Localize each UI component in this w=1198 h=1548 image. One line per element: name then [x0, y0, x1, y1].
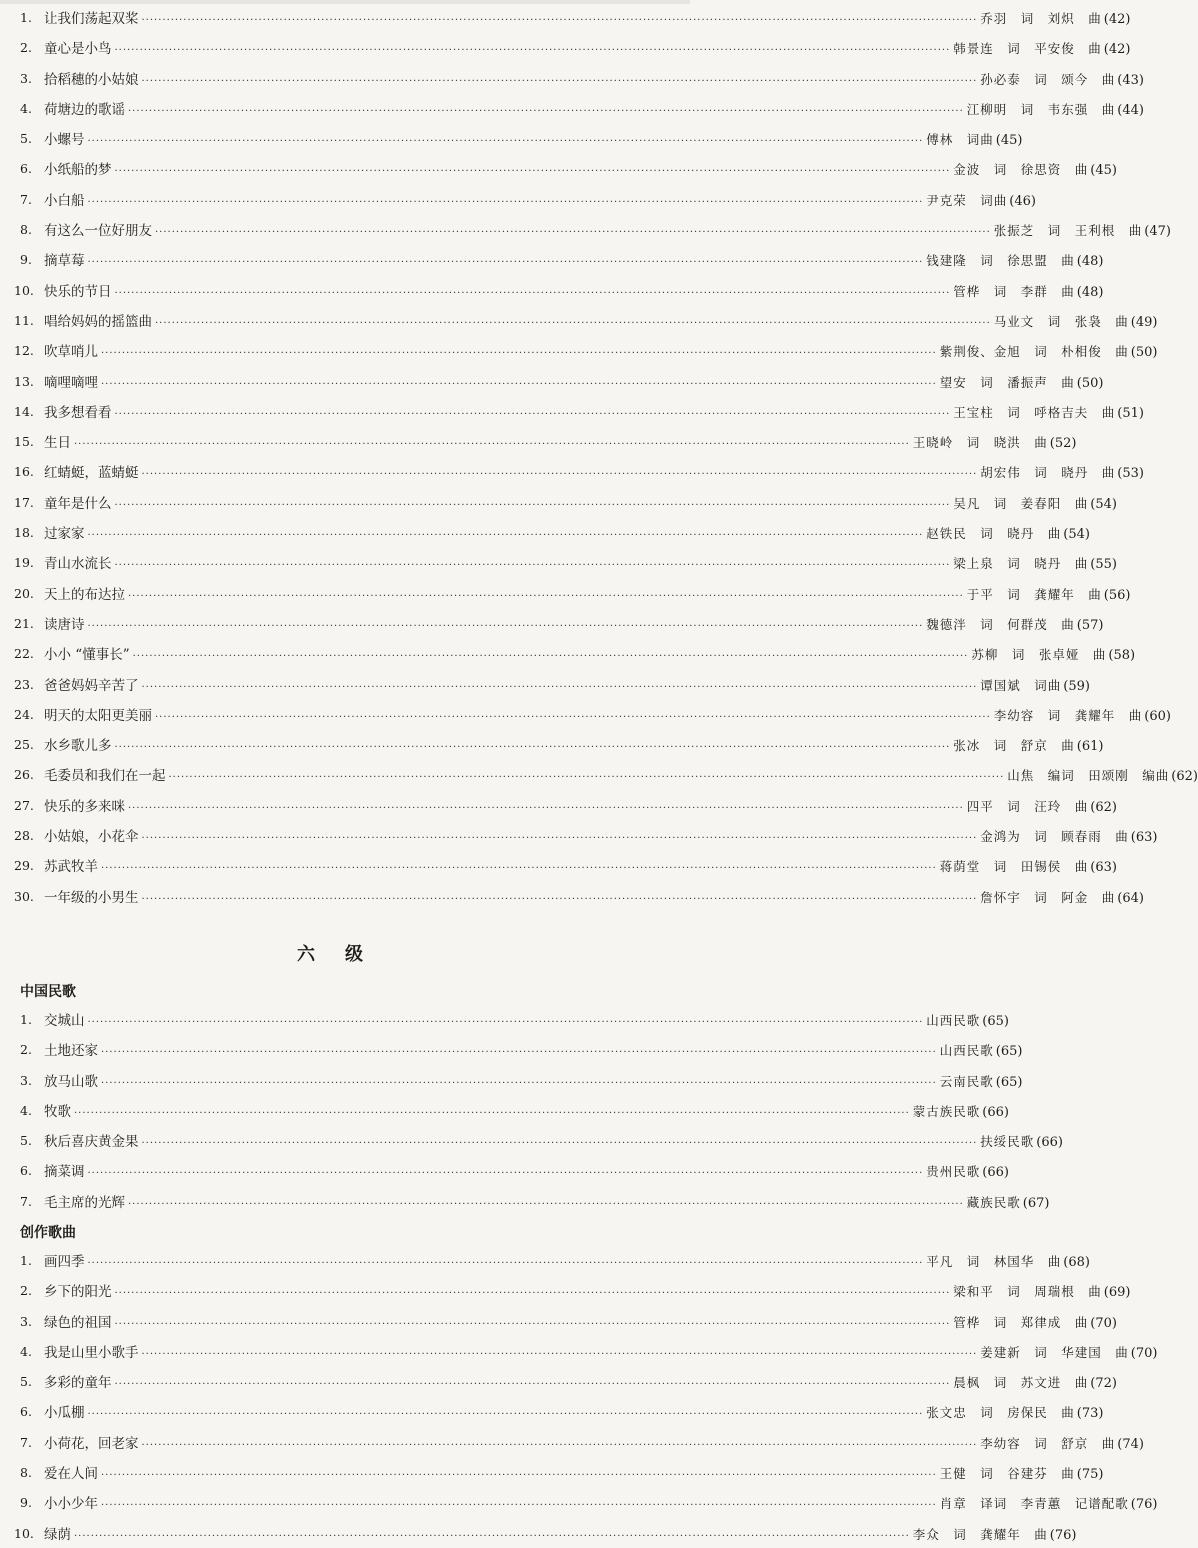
leader-dots: ········································································································································································································ [74, 439, 910, 451]
entry-title: 水乡歌儿多 [44, 738, 112, 755]
entry-number: 4. [20, 100, 32, 116]
entry-title: 过家家 [44, 526, 85, 543]
entry-number: 29. [14, 858, 34, 874]
entry-page-number: (67) [1022, 1195, 1050, 1211]
entry-number: 2. [20, 1042, 32, 1058]
entry-credit: 张冰 词 舒京 曲 [953, 738, 1075, 754]
entry-credit: 梁和平 词 周瑞根 曲 [953, 1284, 1102, 1300]
entry-title: 绿色的祖国 [44, 1314, 112, 1331]
entry-credit: 张振芝 词 王利根 曲 [993, 223, 1143, 239]
entry-credit: 苏柳 词 张卓娅 曲 [971, 647, 1107, 663]
toc-entry [0, 487, 1117, 517]
entry-title: 小瓜棚 [44, 1405, 85, 1422]
entry-page-number: (64) [1117, 890, 1144, 906]
toc-entry [0, 1186, 1050, 1216]
entry-page-number: (62) [1090, 799, 1117, 815]
entry-number: 21. [14, 615, 34, 631]
entry-title: 爸爸妈妈辛苦了 [44, 677, 139, 694]
entry-number: 25. [14, 737, 34, 753]
entry-credit: 山西民歌 [939, 1043, 994, 1059]
leader-dots: ········································································································································································································ [114, 1288, 951, 1300]
entry-page-number: (61) [1076, 739, 1104, 755]
entry-number: 14. [14, 403, 34, 419]
leader-dots: ········································································································································································································ [141, 833, 978, 845]
toc-entry [0, 184, 1036, 214]
entry-title: 荷塘边的歌谣 [44, 101, 125, 118]
toc-entry [0, 366, 1104, 396]
leader-dots: ········································································································································································································ [74, 1530, 910, 1542]
entry-title: 小小 “懂事长” [44, 647, 130, 664]
leader-dots: ········································································································································································································ [101, 378, 937, 390]
entry-credit: 马业文 词 张袅 曲 [993, 313, 1129, 329]
toc-list-composed-songs [0, 1245, 1158, 1548]
entry-page-number: (74) [1117, 1436, 1144, 1452]
entry-number: 9. [20, 1495, 32, 1511]
toc-entry [0, 244, 1104, 274]
entry-page-number: (75) [1076, 1467, 1104, 1483]
leader-dots: ········································································································································································································ [168, 772, 1005, 784]
entry-page-number: (76) [1049, 1527, 1077, 1543]
toc-entry [0, 759, 1198, 789]
entry-number: 12. [14, 343, 34, 359]
entry-page-number: (42) [1103, 42, 1131, 58]
leader-dots: ········································································································································································································ [155, 227, 991, 239]
entry-credit: 赵铁民 词 晓丹 曲 [926, 526, 1062, 542]
entry-title: 交城山 [44, 1013, 85, 1029]
leader-dots: ········································································································································································································ [87, 1258, 924, 1269]
leader-dots: ········································································································································································································ [141, 15, 978, 26]
entry-page-number: (50) [1130, 345, 1158, 361]
entry-title: 土地还家 [44, 1043, 98, 1060]
entry-number: 1. [20, 1012, 32, 1027]
entry-page-number: (47) [1144, 224, 1171, 240]
entry-title: 明天的太阳更美丽 [44, 707, 152, 724]
entry-credit: 王宝柱 词 呼格吉夫 曲 [953, 404, 1116, 420]
toc-entry [0, 881, 1144, 911]
entry-number: 2. [20, 40, 32, 56]
entry-title: 小螺号 [44, 132, 85, 149]
entry-number: 13. [14, 373, 34, 389]
toc-entry [0, 456, 1144, 486]
entry-title: 红蜻蜓，蓝蜻蜓 [44, 465, 139, 482]
toc-entry [0, 608, 1104, 638]
toc-entry [0, 1034, 1023, 1064]
entry-page-number: (65) [982, 1014, 1009, 1029]
toc-entry [0, 214, 1171, 244]
entry-number: 10. [14, 282, 34, 298]
toc-entry [0, 1065, 1023, 1095]
entry-page-number: (72) [1090, 1376, 1117, 1392]
leader-dots: ········································································································································································································ [114, 287, 951, 299]
leader-dots: ········································································································································································································ [141, 469, 978, 481]
entry-number: 5. [20, 1374, 32, 1390]
entry-number: 16. [14, 464, 34, 480]
leader-dots: ········································································································································································································ [114, 560, 951, 572]
entry-page-number: (65) [995, 1074, 1023, 1090]
leader-dots: ········································································································································································································ [87, 196, 924, 208]
entry-page-number: (45) [995, 133, 1023, 149]
entry-page-number: (45) [1090, 163, 1117, 179]
toc-entry [0, 2, 1131, 32]
entry-number: 3. [20, 1072, 32, 1088]
entry-page-number: (76) [1130, 1497, 1158, 1513]
toc-entry [0, 426, 1077, 456]
leader-dots: ········································································································································································································ [87, 620, 924, 632]
entry-credit: 紫荆俊、金旭 词 朴相俊 曲 [939, 344, 1129, 360]
toc-entry [0, 305, 1158, 335]
leader-dots: ········································································································································································································ [87, 257, 924, 269]
toc-entry [0, 699, 1171, 729]
toc-entry [0, 638, 1136, 668]
toc-entry [0, 1306, 1117, 1336]
entry-credit: 李幼容 词 舒京 曲 [980, 1435, 1116, 1451]
entry-number: 7. [20, 1193, 32, 1209]
toc-entry [0, 335, 1158, 365]
leader-dots: ········································································································································································································ [155, 711, 991, 723]
entry-page-number: (48) [1076, 254, 1104, 270]
entry-credit: 王晓岭 词 晓洪 曲 [912, 435, 1048, 451]
entry-title: 小小少年 [44, 1496, 98, 1513]
leader-dots: ········································································································································································································ [114, 1318, 951, 1330]
entry-number: 17. [14, 494, 34, 510]
entry-title: 我是山里小歌手 [44, 1344, 139, 1361]
entry-number: 23. [14, 676, 34, 692]
entry-credit: 谭国斌 词曲 [980, 677, 1062, 693]
entry-credit: 金波 词 徐思资 曲 [953, 162, 1089, 178]
entry-credit: 乔羽 词 刘炽 曲 [980, 11, 1102, 26]
entry-title: 天上的布达拉 [44, 586, 125, 603]
entry-page-number: (58) [1108, 648, 1136, 664]
entry-page-number: (70) [1130, 1345, 1158, 1361]
entry-credit: 山西民歌 [926, 1013, 981, 1028]
entry-credit: 金鸿为 词 顾春雨 曲 [980, 829, 1129, 845]
entry-page-number: (53) [1117, 466, 1144, 482]
entry-number: 4. [20, 1343, 32, 1359]
entry-credit: 江柳明 词 韦东强 曲 [966, 101, 1116, 117]
toc-entry [0, 93, 1144, 123]
leader-dots: ········································································································································································································ [114, 1379, 951, 1391]
toc-entry [0, 1245, 1090, 1275]
toc-entry [0, 123, 1023, 153]
entry-credit: 于平 词 龚耀年 曲 [966, 586, 1102, 602]
entry-credit: 詹怀宇 词 阿金 曲 [980, 889, 1116, 905]
entry-number: 15. [14, 434, 34, 450]
entry-credit: 孙必泰 词 颂今 曲 [980, 71, 1116, 87]
entry-page-number: (59) [1063, 678, 1090, 694]
entry-title: 牧歌 [44, 1103, 71, 1120]
entry-page-number: (55) [1090, 557, 1117, 573]
entry-title: 毛委员和我们在一起 [44, 768, 166, 785]
entry-credit: 管桦 词 郑律成 曲 [953, 1314, 1089, 1330]
leader-dots: ········································································································································································································ [114, 408, 951, 420]
leader-dots: ········································································································································································································ [87, 136, 924, 148]
toc-entry [0, 1518, 1077, 1548]
toc-entry [0, 790, 1117, 820]
entry-number: 19. [14, 555, 34, 571]
entry-credit: 李幼容 词 龚耀年 曲 [993, 707, 1143, 723]
entry-page-number: (42) [1103, 12, 1131, 27]
entry-number: 1. [20, 1253, 32, 1268]
toc-entry [0, 153, 1117, 183]
entry-credit: 钱建隆 词 徐思盟 曲 [926, 253, 1075, 269]
leader-dots: ········································································································································································································ [128, 590, 964, 602]
entry-title: 放马山歌 [44, 1073, 98, 1090]
entry-title: 绿荫 [44, 1526, 71, 1543]
entry-page-number: (56) [1103, 587, 1131, 603]
entry-number: 6. [20, 1163, 32, 1179]
entry-credit: 梁上泉 词 晓丹 曲 [953, 556, 1089, 572]
entry-page-number: (60) [1144, 708, 1171, 724]
entry-page-number: (63) [1130, 830, 1158, 846]
toc-entry [0, 1004, 1009, 1034]
entry-number: 9. [20, 252, 32, 268]
entry-number: 27. [14, 797, 34, 813]
toc-entry [0, 547, 1117, 577]
leader-dots: ········································································································································································································ [87, 1168, 924, 1180]
entry-number: 22. [14, 646, 34, 662]
section-heading: 六级 [297, 944, 393, 965]
entry-credit: 山焦 编词 田颂刚 编曲 [1007, 768, 1170, 784]
entry-title: 童心是小鸟 [44, 41, 112, 58]
entry-credit: 藏族民歌 [966, 1194, 1021, 1210]
leader-dots: ········································································································································································································ [101, 863, 937, 875]
entry-credit: 贵州民歌 [926, 1164, 981, 1180]
leader-dots: ········································································································································································································ [132, 651, 969, 663]
entry-number: 4. [20, 1102, 32, 1118]
entry-title: 苏武牧羊 [44, 859, 98, 876]
leader-dots: ········································································································································································································ [74, 1107, 910, 1119]
entry-title: 我多想看看 [44, 404, 112, 421]
leader-dots: ········································································································································································································ [87, 1017, 924, 1028]
entry-credit: 蒋荫堂 词 田锡侯 曲 [939, 859, 1089, 875]
entry-title: 爱在人间 [44, 1466, 98, 1483]
entry-title: 唱给妈妈的摇篮曲 [44, 313, 152, 330]
toc-entry [0, 275, 1104, 305]
entry-number: 1. [20, 10, 32, 25]
leader-dots: ········································································································································································································ [141, 893, 978, 905]
toc-entry [0, 1125, 1063, 1155]
entry-credit: 胡宏伟 词 晓丹 曲 [980, 465, 1116, 481]
entry-page-number: (68) [1063, 1255, 1090, 1270]
leader-dots: ········································································································································································································ [87, 1409, 924, 1421]
toc-entry [0, 669, 1090, 699]
leader-dots: ········································································································································································································ [114, 166, 951, 178]
entry-title: 快乐的多来咪 [44, 798, 125, 815]
entry-title: 毛主席的光辉 [44, 1194, 125, 1211]
entry-page-number: (52) [1049, 436, 1077, 452]
entry-title: 嘀哩嘀哩 [44, 374, 98, 391]
toc-entry [0, 1095, 1009, 1125]
leader-dots: ········································································································································································································ [101, 1077, 937, 1089]
leader-dots: ········································································································································································································ [155, 317, 991, 329]
entry-title: 读唐诗 [44, 616, 85, 633]
entry-credit: 肖章 译词 李青蕙 记谱配歌 [939, 1496, 1129, 1512]
entry-page-number: (63) [1090, 860, 1117, 876]
entry-title: 一年级的小男生 [44, 889, 139, 906]
entry-number: 10. [14, 1525, 34, 1541]
entry-title: 画四季 [44, 1254, 85, 1270]
leader-dots: ········································································································································································································ [141, 75, 978, 87]
entry-page-number: (70) [1090, 1315, 1117, 1331]
toc-entry [0, 850, 1117, 880]
toc-list-folk-songs [0, 1004, 1063, 1216]
leader-dots: ········································································································································································································ [128, 105, 964, 117]
entry-credit: 张文忠 词 房保民 曲 [926, 1405, 1075, 1421]
entry-page-number: (73) [1076, 1406, 1104, 1422]
entry-title: 让我们荡起双桨 [44, 11, 139, 27]
entry-title: 童年是什么 [44, 495, 112, 512]
toc-entry [0, 1155, 1009, 1185]
entry-page-number: (48) [1076, 284, 1104, 300]
entry-number: 18. [14, 525, 34, 541]
entry-page-number: (49) [1130, 314, 1158, 330]
leader-dots: ········································································································································································································ [141, 1138, 978, 1150]
entry-number: 3. [20, 70, 32, 86]
toc-entry [0, 820, 1158, 850]
leader-dots: ········································································································································································································ [101, 1047, 937, 1059]
entry-title: 多彩的童年 [44, 1375, 112, 1392]
leader-dots: ········································································································································································································ [101, 1500, 937, 1512]
entry-page-number: (46) [1009, 193, 1036, 209]
entry-credit: 云南民歌 [939, 1073, 994, 1089]
toc-entry [0, 517, 1090, 547]
entry-number: 5. [20, 1133, 32, 1149]
entry-title: 摘菜调 [44, 1164, 85, 1181]
leader-dots: ········································································································································································································ [114, 742, 951, 754]
entry-credit: 管桦 词 李群 曲 [953, 283, 1075, 299]
entry-page-number: (62) [1171, 769, 1198, 785]
toc-entry [0, 1427, 1144, 1457]
entry-number: 24. [14, 706, 34, 722]
entry-number: 8. [20, 1465, 32, 1481]
toc-entry [0, 1336, 1158, 1366]
toc-entry [0, 1275, 1131, 1305]
entry-title: 秋后喜庆黄金果 [44, 1134, 139, 1151]
leader-dots: ········································································································································································································ [114, 499, 951, 511]
entry-credit: 扶绥民歌 [980, 1134, 1035, 1150]
entry-title: 小姑娘，小花伞 [44, 829, 139, 846]
entry-page-number: (43) [1117, 72, 1144, 88]
leader-dots: ········································································································································································································ [141, 681, 978, 693]
entry-title: 小白船 [44, 192, 85, 209]
entry-credit: 韩景连 词 平安俊 曲 [953, 41, 1102, 57]
entry-page-number: (65) [995, 1044, 1023, 1060]
entry-title: 乡下的阳光 [44, 1284, 112, 1301]
leader-dots: ········································································································································································································ [128, 802, 964, 814]
entry-number: 30. [14, 888, 34, 904]
entry-title: 有这么一位好朋友 [44, 223, 152, 240]
leader-dots: ········································································································································································································ [87, 530, 924, 542]
entry-page-number: (57) [1076, 617, 1104, 633]
entry-credit: 尹克荣 词曲 [926, 192, 1008, 208]
leader-dots: ········································································································································································································ [101, 1470, 937, 1482]
entry-page-number: (69) [1103, 1285, 1131, 1301]
entry-number: 8. [20, 222, 32, 238]
entry-credit: 李众 词 龚耀年 曲 [912, 1526, 1048, 1542]
entry-number: 28. [14, 828, 34, 844]
entry-title: 快乐的节日 [44, 283, 112, 300]
entry-title: 摘草莓 [44, 253, 85, 270]
entry-credit: 望安 词 潘振声 曲 [939, 374, 1075, 390]
leader-dots: ········································································································································································································ [101, 348, 937, 360]
toc-entry [0, 729, 1104, 759]
entry-page-number: (66) [982, 1104, 1009, 1120]
entry-number: 6. [20, 161, 32, 177]
entry-page-number: (44) [1117, 102, 1144, 118]
entry-page-number: (54) [1090, 496, 1117, 512]
entry-number: 20. [14, 585, 34, 601]
entry-title: 小荷花，回老家 [44, 1435, 139, 1452]
toc-entry [0, 1487, 1158, 1517]
leader-dots: ········································································································································································································ [114, 45, 951, 57]
entry-page-number: (66) [982, 1165, 1009, 1181]
entry-credit: 平凡 词 林国华 曲 [926, 1254, 1062, 1269]
subheading-composed-songs: 创作歌曲 [20, 1225, 76, 1241]
entry-number: 7. [20, 191, 32, 207]
entry-page-number: (50) [1076, 375, 1104, 391]
entry-title: 生日 [44, 435, 71, 452]
entry-number: 2. [20, 1283, 32, 1299]
entry-credit: 吴凡 词 姜春阳 曲 [953, 495, 1089, 511]
toc-entry [0, 578, 1131, 608]
entry-credit: 姜建新 词 华建国 曲 [980, 1344, 1129, 1360]
leader-dots: ········································································································································································································ [141, 1439, 978, 1451]
entry-number: 7. [20, 1434, 32, 1450]
entry-title: 小纸船的梦 [44, 162, 112, 179]
toc-entry [0, 32, 1131, 62]
entry-credit: 王健 词 谷建芬 曲 [939, 1466, 1075, 1482]
entry-title: 拾稻穗的小姑娘 [44, 71, 139, 88]
leader-dots: ········································································································································································································ [141, 1348, 978, 1360]
entry-credit: 四平 词 汪玲 曲 [966, 798, 1089, 814]
entry-page-number: (51) [1117, 405, 1144, 421]
toc-entry [0, 1396, 1104, 1426]
entry-number: 6. [20, 1404, 32, 1420]
toc-entry [0, 396, 1144, 426]
entry-title: 青山水流长 [44, 556, 112, 573]
entry-number: 3. [20, 1313, 32, 1329]
entry-title: 吹草哨儿 [44, 344, 98, 361]
entry-credit: 傅林 词曲 [926, 132, 994, 148]
leader-dots: ········································································································································································································ [128, 1198, 964, 1210]
entry-number: 26. [14, 767, 34, 783]
entry-number: 11. [14, 312, 34, 328]
entry-credit: 晨枫 词 苏文进 曲 [953, 1375, 1089, 1391]
subheading-folk-songs: 中国民歌 [20, 984, 76, 1000]
toc-list-level5 [0, 2, 1198, 911]
entry-number: 5. [20, 131, 32, 147]
entry-page-number: (54) [1063, 527, 1090, 543]
toc-entry [0, 1457, 1104, 1487]
entry-page-number: (66) [1036, 1135, 1063, 1151]
toc-entry [0, 1366, 1117, 1396]
entry-credit: 蒙古族民歌 [912, 1103, 981, 1119]
entry-credit: 魏德泮 词 何群茂 曲 [926, 616, 1075, 632]
toc-entry [0, 63, 1144, 93]
